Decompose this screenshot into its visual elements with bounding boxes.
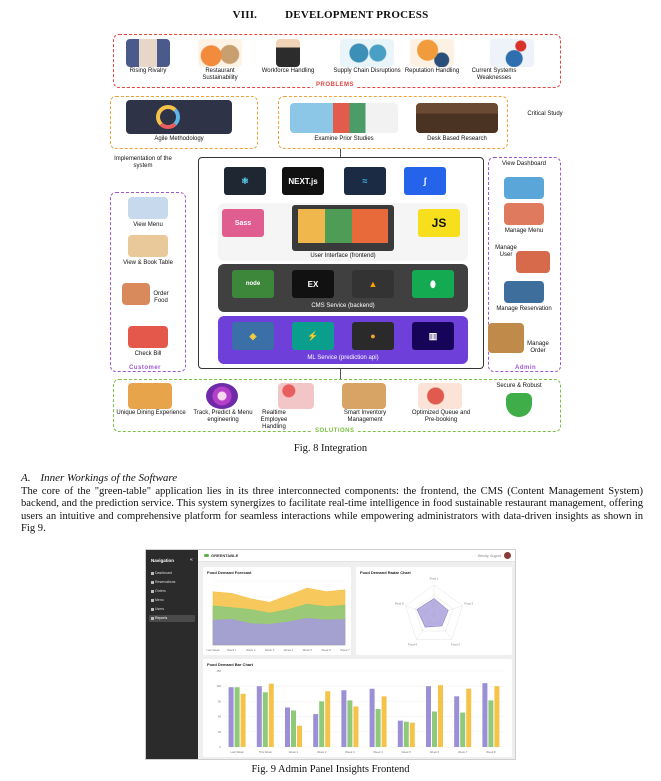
laptop-illustration bbox=[292, 205, 394, 251]
admin-item-label: View Dashboard bbox=[502, 161, 546, 167]
tensorflow-logo: ● bbox=[352, 322, 394, 350]
shield-icon bbox=[506, 393, 532, 417]
subsection-letter: A. bbox=[21, 472, 31, 484]
bar bbox=[404, 722, 409, 747]
bar bbox=[229, 687, 234, 747]
bar bbox=[454, 696, 459, 747]
manage-user-illustration bbox=[516, 251, 550, 273]
radar-title: Food Demand Radar Chart bbox=[360, 570, 411, 575]
avatar[interactable] bbox=[504, 552, 511, 559]
subsection-heading bbox=[21, 472, 187, 484]
mongodb-logo: ⬮ bbox=[412, 270, 454, 298]
x-tick-label: Week 6 bbox=[429, 750, 440, 754]
nextjs-logo: NEXT.js bbox=[282, 167, 324, 195]
x-tick-label: Week 4 bbox=[283, 648, 294, 652]
bar bbox=[341, 690, 346, 747]
solution-label: Track, Predict & Menu engineering bbox=[193, 410, 253, 423]
bar bbox=[482, 683, 487, 747]
bar-title: Food Demand Bar Chart bbox=[207, 662, 254, 667]
tailwind-logo: ≈ bbox=[344, 167, 386, 195]
problem-workforce bbox=[260, 39, 316, 83]
backend-layer bbox=[218, 264, 468, 312]
brand-logo: GREENTABLE bbox=[204, 553, 238, 558]
bar bbox=[263, 692, 268, 747]
solution-label: Secure & Robust bbox=[496, 383, 542, 389]
admin-item-label: Manage User bbox=[495, 245, 517, 258]
problem-weaknesses bbox=[472, 39, 552, 83]
top-bar bbox=[198, 550, 515, 562]
backend-label: CMS Service (backend) bbox=[311, 303, 375, 309]
problem-label: Current Systems Weaknesses bbox=[471, 68, 517, 81]
bar bbox=[325, 691, 330, 747]
workforce-illustration bbox=[276, 39, 300, 67]
bar-card bbox=[203, 659, 512, 757]
section-number: VIII. bbox=[232, 9, 258, 21]
forecast-chart bbox=[203, 567, 351, 655]
bar bbox=[297, 726, 302, 747]
admin-tag: Admin bbox=[512, 365, 539, 371]
solution-label: Realtime Employee Handling bbox=[260, 410, 288, 430]
bill-illustration bbox=[128, 326, 168, 348]
solution-dining bbox=[116, 383, 186, 427]
radar-axis-label: Food 3 bbox=[451, 642, 460, 647]
admin-item-label: Manage Menu bbox=[504, 228, 544, 234]
x-tick-label: Week 7 bbox=[457, 750, 468, 754]
x-tick-label: Week 3 bbox=[345, 750, 355, 754]
python-logo: ◈ bbox=[232, 322, 274, 350]
nav-item-reports[interactable]: Reports bbox=[149, 615, 195, 622]
bar bbox=[235, 687, 240, 747]
bar bbox=[269, 684, 274, 747]
bar-chart bbox=[203, 659, 512, 757]
radar-axis-label: Food 2 bbox=[464, 601, 474, 606]
ml-layer bbox=[218, 316, 468, 364]
radar-chart bbox=[356, 567, 512, 655]
nodejs-logo: node bbox=[232, 270, 274, 298]
radar-axis-label: Food 1 bbox=[429, 576, 439, 581]
problem-label: Restaurant Sustainability bbox=[202, 68, 238, 81]
nav-item-menu[interactable]: Menu bbox=[149, 597, 195, 604]
firebase-logo: ▲ bbox=[352, 270, 394, 298]
admin-item-label: Manage Reservation bbox=[496, 306, 552, 312]
bar bbox=[488, 700, 493, 747]
table-illustration bbox=[128, 235, 168, 257]
forecast-title: Food Demand Forecast bbox=[207, 570, 252, 575]
subsection-title: Inner Workings of the Software bbox=[40, 472, 178, 484]
x-tick-label: This Week bbox=[258, 750, 272, 754]
solution-secure bbox=[484, 383, 554, 427]
redux-logo: ʃ bbox=[404, 167, 446, 195]
y-tick-label: 0 bbox=[219, 745, 221, 749]
x-tick-label: Last Week bbox=[230, 750, 244, 754]
solution-label: Optimized Queue and Pre-booking bbox=[411, 410, 471, 423]
x-tick-label: Week 8 bbox=[486, 750, 496, 754]
forecast-card bbox=[203, 567, 351, 655]
x-tick-label: Week 2 bbox=[316, 750, 327, 754]
arrow bbox=[340, 369, 341, 379]
problem-reputation bbox=[404, 39, 460, 83]
bar bbox=[319, 701, 324, 747]
bar bbox=[241, 694, 246, 747]
customer-item-label: Check Bill bbox=[134, 351, 162, 357]
bar bbox=[432, 712, 437, 747]
inventory-illustration bbox=[342, 383, 386, 409]
menu-illustration bbox=[128, 197, 168, 219]
x-tick-label: Week 1 bbox=[288, 750, 299, 754]
bar bbox=[291, 711, 296, 747]
nav-item-users[interactable]: Users bbox=[149, 606, 195, 613]
x-tick-label: Week 1 bbox=[227, 648, 237, 652]
queue-illustration bbox=[418, 383, 462, 409]
solution-employee bbox=[258, 383, 328, 430]
figure-9-caption: Fig. 9 Admin Panel Insights Frontend bbox=[251, 764, 410, 775]
weakness-illustration bbox=[490, 39, 534, 67]
customer-item-label: View Menu bbox=[133, 222, 163, 228]
nav-item-reservations[interactable]: Reservations bbox=[149, 579, 195, 586]
critical-study-label: Critical Study bbox=[527, 111, 563, 117]
section-title: DEVELOPMENT PROCESS bbox=[285, 9, 429, 21]
y-tick-label: 30 bbox=[217, 729, 221, 734]
javascript-logo: JS bbox=[418, 209, 460, 237]
nav-item-dashboard[interactable]: Dashboard bbox=[149, 570, 195, 577]
bar bbox=[370, 689, 375, 747]
reservation-illustration bbox=[504, 281, 544, 303]
fastapi-logo: ⚡ bbox=[292, 322, 334, 350]
bar bbox=[426, 686, 431, 747]
bar bbox=[398, 721, 403, 747]
solution-label: Smart Inventory Management bbox=[343, 410, 387, 423]
section-heading bbox=[0, 9, 661, 21]
bar bbox=[313, 714, 318, 747]
bar bbox=[494, 686, 499, 747]
sustainability-illustration bbox=[198, 39, 242, 67]
bar bbox=[347, 700, 352, 747]
problem-label: Supply Chain Disruptions bbox=[333, 68, 401, 74]
desk-illustration bbox=[416, 103, 498, 133]
pandas-logo: ▥ bbox=[412, 322, 454, 350]
problem-label: Reputation Handling bbox=[404, 68, 460, 74]
x-tick-label: Last Week bbox=[206, 648, 220, 652]
solution-inventory bbox=[330, 383, 400, 427]
x-tick-label: Week 6 bbox=[321, 648, 331, 652]
problem-rising-rivalry bbox=[120, 39, 176, 83]
navigation-sidebar bbox=[146, 550, 198, 759]
body-paragraph: The core of the "green-table" application lies in its three interconnected components: the frontend, the CMS (Content Management System) backend, and the prediction service. This system synergizes to facilitate real-time intelligence in food sustainable restaurant management, offering users an intuitive and comprehensive platform for seamless interactions while empowering administrators with data-driven insights as shown in Fig 9. bbox=[21, 486, 643, 535]
customer-item-label: Order Food bbox=[153, 291, 169, 304]
agile-illustration bbox=[126, 100, 232, 134]
desk-research-label: Desk Based Research bbox=[427, 136, 487, 142]
dashboard-illustration bbox=[504, 177, 544, 199]
integration-figure bbox=[108, 31, 564, 439]
admin-panel-screenshot bbox=[145, 549, 516, 760]
implementation-label: Implementation of the system bbox=[114, 156, 172, 169]
bar bbox=[353, 706, 358, 747]
radar-axis-label: Food 4 bbox=[408, 642, 417, 647]
x-tick-label: Week 2 bbox=[245, 648, 256, 652]
solution-label: Unique Dining Experience bbox=[116, 410, 186, 416]
ml-label: ML Service (prediction api) bbox=[307, 355, 379, 361]
reputation-illustration bbox=[410, 39, 454, 67]
solutions-tag: SOLUTIONS bbox=[312, 428, 358, 434]
customer-tag: Customer bbox=[126, 365, 164, 371]
dining-illustration bbox=[128, 383, 172, 409]
frontend-label: User Interface (frontend) bbox=[310, 253, 376, 259]
bar bbox=[466, 689, 471, 747]
employee-illustration bbox=[278, 383, 314, 409]
figure-8-caption: Fig. 8 Integration bbox=[293, 443, 368, 454]
bar bbox=[438, 685, 443, 747]
admin-item-label: Manage Order bbox=[527, 341, 549, 354]
prior-studies-label: Examine Prior Studies bbox=[314, 136, 374, 142]
nav-title: Navigation bbox=[151, 558, 175, 563]
problem-label: Rising Rivalry bbox=[129, 68, 167, 74]
solution-track-predict bbox=[188, 383, 258, 427]
bar bbox=[257, 686, 262, 747]
bar bbox=[376, 709, 381, 747]
problem-supply-chain bbox=[330, 39, 404, 83]
customer-item-label: View & Book Table bbox=[123, 260, 173, 266]
bar bbox=[460, 713, 465, 747]
manage-menu-illustration bbox=[504, 203, 544, 225]
collapse-icon[interactable]: « bbox=[190, 557, 193, 563]
y-tick-label: 90 bbox=[217, 699, 221, 704]
x-tick-label: Week 4 bbox=[373, 750, 383, 754]
solution-queue bbox=[406, 383, 476, 427]
agile-label: Agile Methodology bbox=[154, 136, 204, 142]
x-tick-label: Week 5 bbox=[401, 750, 412, 754]
predict-illustration bbox=[206, 383, 238, 409]
rivalry-illustration bbox=[126, 39, 170, 67]
nav-item-orders[interactable]: Orders bbox=[149, 588, 195, 595]
problem-sustainability bbox=[192, 39, 248, 83]
manage-order-illustration bbox=[488, 323, 524, 353]
radar-axis-label: Food 5 bbox=[394, 601, 404, 606]
x-tick-label: Week 3 bbox=[264, 648, 275, 652]
problem-label: Workforce Handling bbox=[261, 68, 315, 74]
x-tick-label: Week 7 bbox=[340, 648, 350, 652]
react-logo: ⚛ bbox=[224, 167, 266, 195]
bar bbox=[285, 707, 290, 747]
radar-card bbox=[356, 567, 512, 655]
problems-tag: PROBLEMS bbox=[313, 82, 357, 88]
bar bbox=[410, 723, 415, 747]
sass-logo: Sass bbox=[222, 209, 264, 237]
arrow bbox=[340, 149, 341, 157]
radar-series bbox=[417, 599, 448, 628]
gears-illustration bbox=[340, 39, 394, 67]
express-logo: EX bbox=[292, 270, 334, 298]
x-tick-label: Week 5 bbox=[302, 648, 313, 652]
prior-studies-illustration bbox=[290, 103, 398, 133]
user-name: Wendy, August bbox=[477, 554, 501, 558]
y-tick-label: 60 bbox=[217, 714, 221, 719]
y-tick-label: 120 bbox=[216, 684, 221, 689]
bar bbox=[382, 696, 387, 747]
y-tick-label: 150 bbox=[216, 669, 221, 673]
